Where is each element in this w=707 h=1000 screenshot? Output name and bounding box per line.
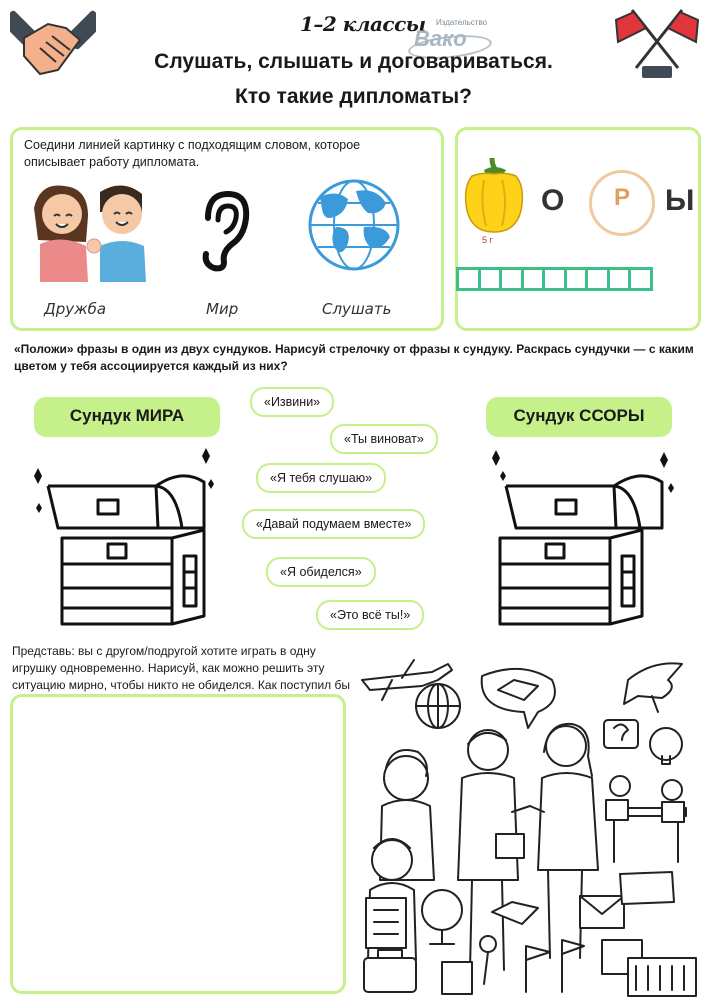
publisher-logo: Издательство Вако [408, 18, 498, 66]
phrase-pill[interactable]: «Ты виноват» [330, 424, 438, 454]
diplomacy-illustration [352, 640, 704, 998]
grade-label: 1–2 классы [300, 12, 426, 36]
answer-cell[interactable] [628, 267, 653, 291]
match-task-instruction: Соедини линией картинку с подходящим словом, которое описывает работу дипломата. [24, 138, 361, 169]
bell-pepper-icon [462, 156, 526, 234]
phrase-pill[interactable]: «Давай подумаем вместе» [242, 509, 425, 539]
chest-quarrel-icon[interactable] [484, 448, 684, 628]
children-friends-icon[interactable] [30, 182, 156, 282]
chest-peace-icon[interactable] [26, 448, 226, 628]
chest-task-instruction: «Положи» фразы в один из двух сундуков. Нарисуй стрелочку от фразы к сундуку. Раскрась сундучки — с каким цветом у тебя ассоциируется каждый из них? [14, 342, 694, 373]
chest-quarrel-label: Сундук ССОРЫ [486, 397, 672, 437]
rebus-letter-p: Р [613, 184, 630, 211]
rebus-answer-cells [456, 267, 650, 291]
drawing-task-instruction: Представь: вы с другом/подругой хотите играть в одну игрушку одновременно. Нарисуй, как можно решить эту ситуацию мирно, чтобы никто не обиделся. Как поступил бы [12, 644, 350, 692]
pepper-caption: 5 г [482, 235, 493, 245]
drawing-area[interactable] [10, 694, 346, 994]
phrase-pill[interactable]: «Я обиделся» [266, 557, 376, 587]
rebus-letter-o: О [541, 184, 565, 217]
word-listen[interactable]: Слушать [322, 300, 392, 318]
word-friendship[interactable]: Дружба [44, 300, 107, 318]
chest-peace-label: Сундук МИРА [34, 397, 220, 437]
phrase-pill[interactable]: «Извини» [250, 387, 334, 417]
ear-icon[interactable] [194, 188, 252, 272]
phrase-pill[interactable]: «Я тебя слушаю» [256, 463, 386, 493]
phrase-pill[interactable]: «Это всё ты!» [316, 600, 424, 630]
word-peace[interactable]: Мир [206, 300, 239, 318]
rebus-letter-y: Ы [665, 184, 695, 217]
page-title-line2: Кто такие дипломаты? [235, 85, 472, 108]
globe-icon[interactable] [306, 177, 402, 273]
page-title-line1: Слушать, слышать и договариваться. [154, 50, 553, 73]
